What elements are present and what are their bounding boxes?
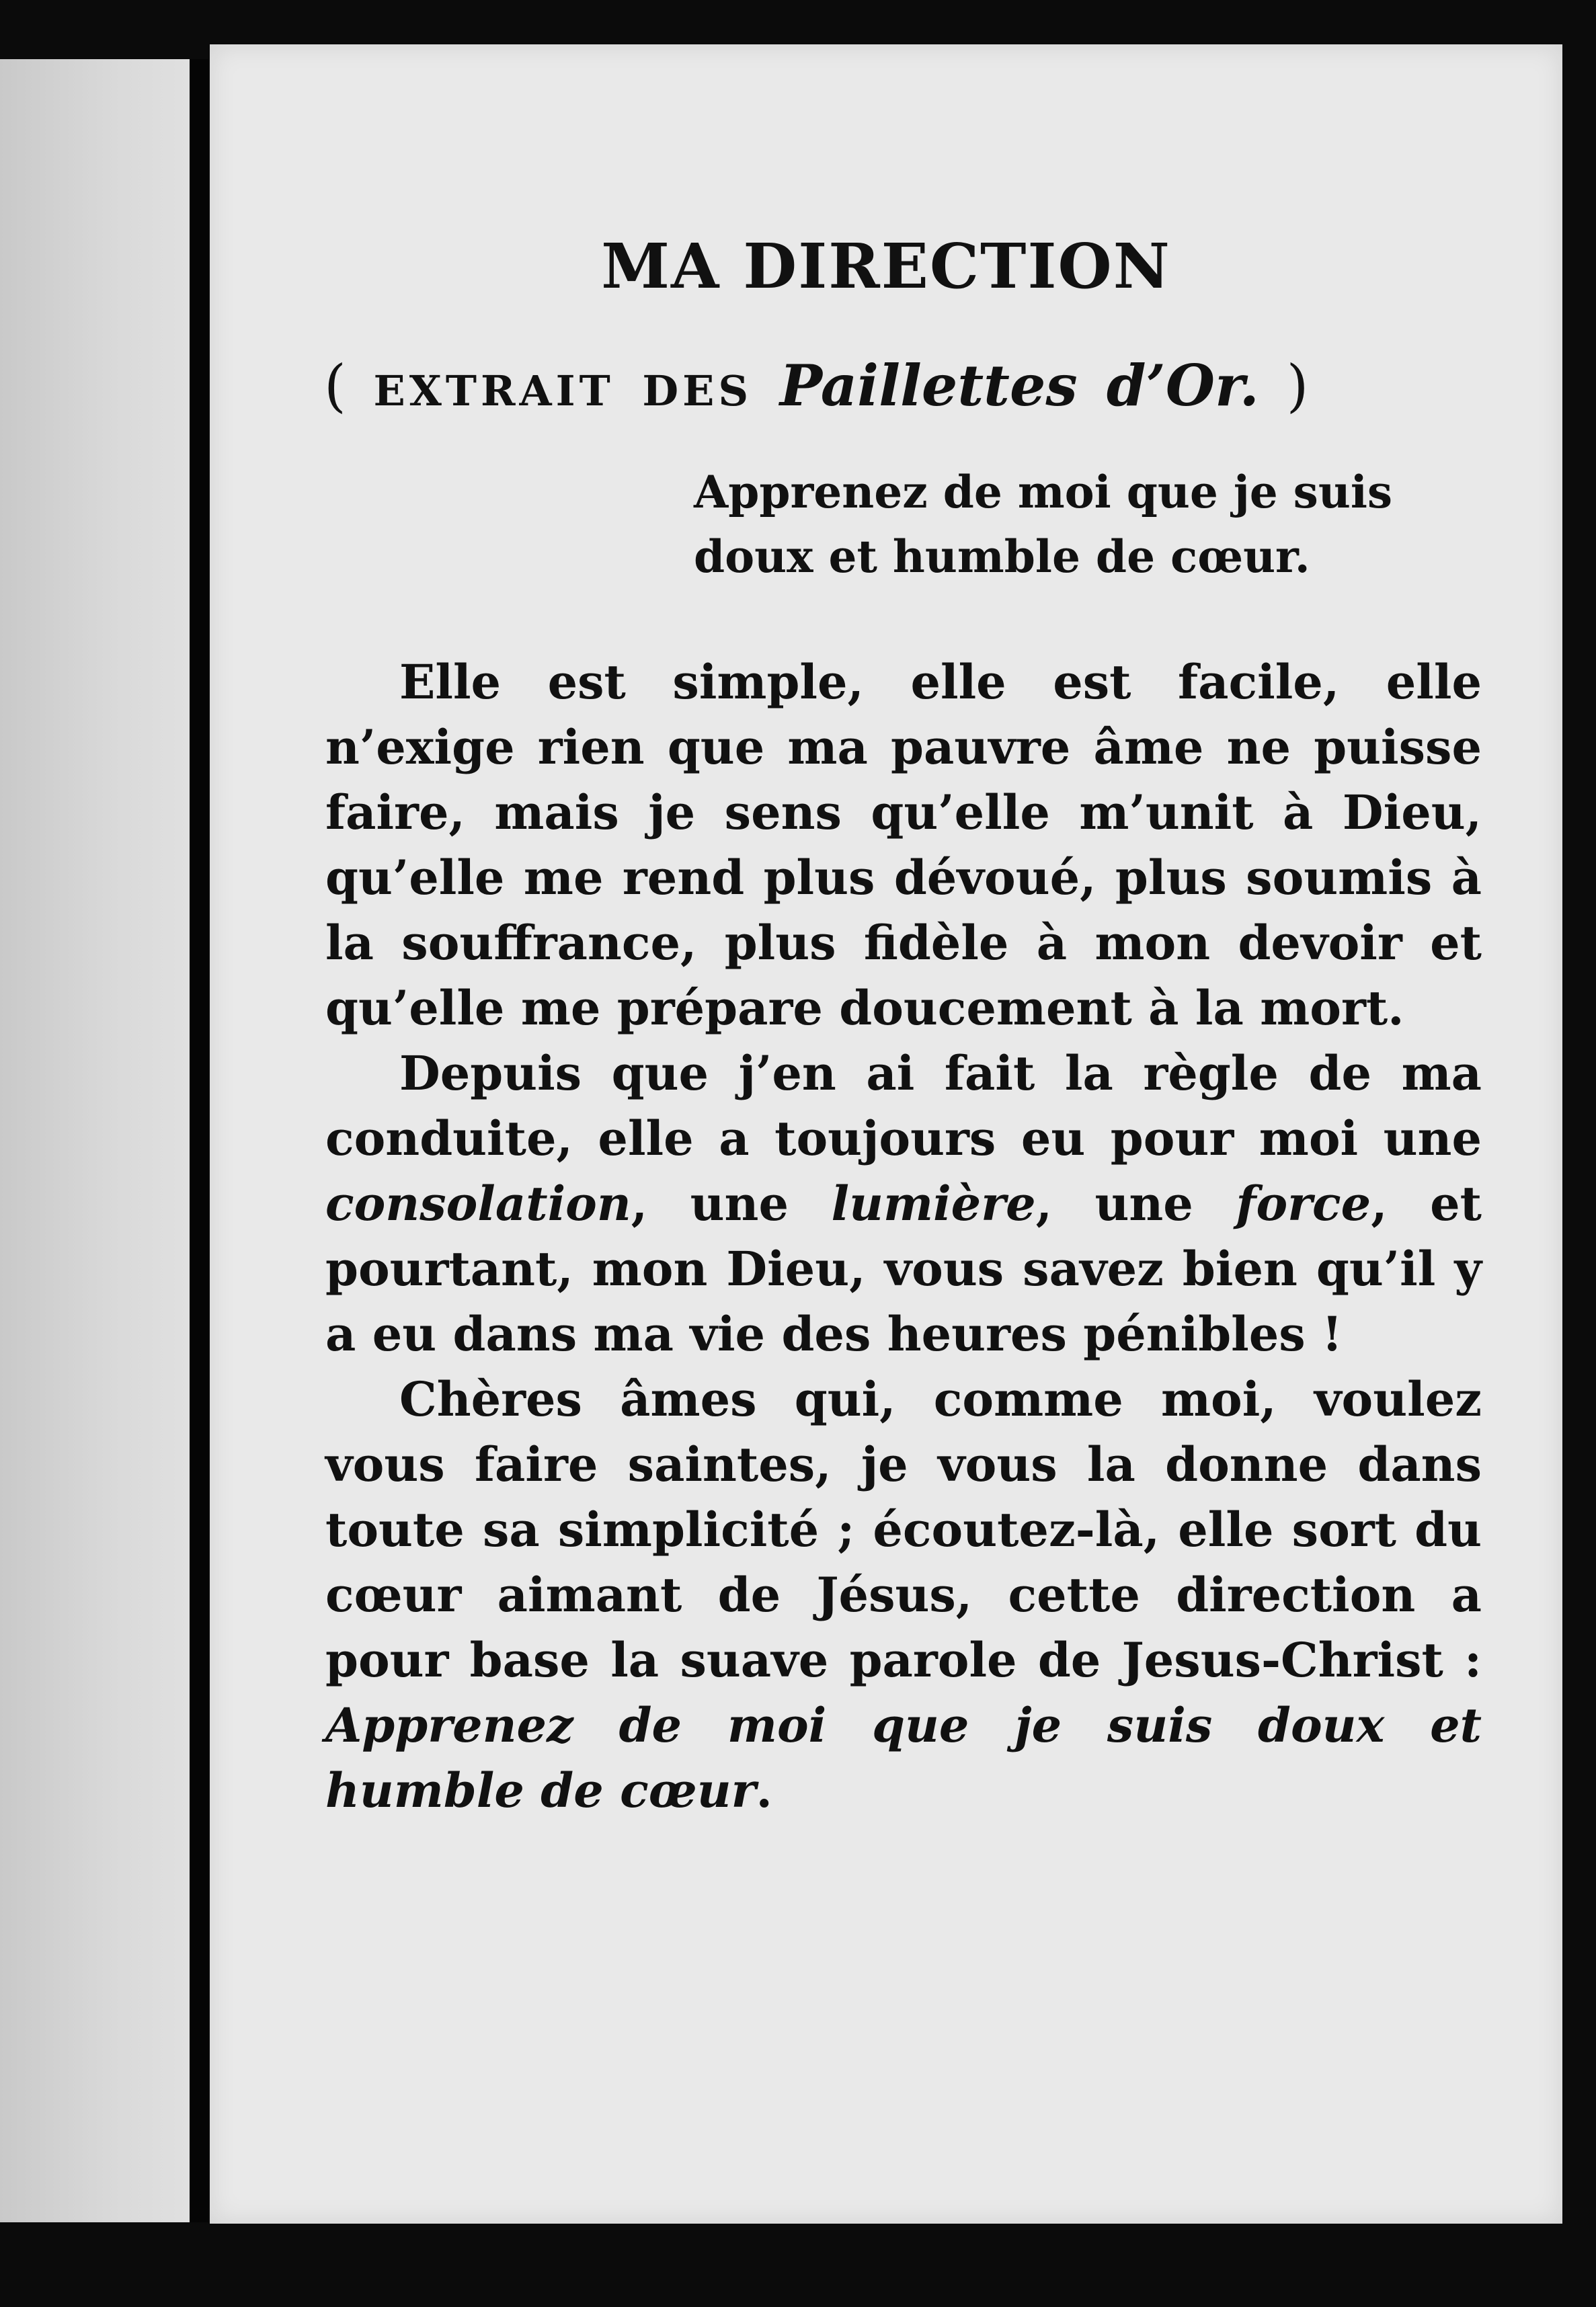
paragraph-2 <box>325 1041 1482 1367</box>
subtitle-prefix: EXTRAIT DES <box>373 366 753 415</box>
page-subtitle <box>324 352 1480 419</box>
facing-page-edge <box>0 59 190 2222</box>
paragraph-3-text: Chères âmes qui, comme moi, voulez vous faire saintes, je vous la donne dans toute sa simplicité ; écoutez-là, elle sort du cœur aimant de Jésus, cette direction a pour base la suave parole de Jesus-Christ : <box>325 1371 1482 1688</box>
paragraph-3-end: . <box>756 1763 772 1818</box>
epigraph: Apprenez de moi que je suis doux et humble de cœur. <box>694 466 1393 583</box>
italic-force: force <box>1236 1176 1371 1231</box>
italic-lumiere: lumière <box>831 1176 1036 1231</box>
paragraph-3 <box>325 1367 1482 1823</box>
paragraph-1: Elle est simple, elle est facile, elle n’exige rien que ma pauvre âme ne puisse faire, mais je sens qu’elle m’unit à Dieu, qu’elle me rend plus dévoué, plus soumis à la souffrance, plus fidèle à mon devoir et qu’elle me prépare doucement à la mort. <box>325 654 1482 1036</box>
paragraph-2-text-a: Depuis que j’en ai fait la règle de ma conduite, elle a toujours eu pour moi une <box>325 1045 1482 1166</box>
italic-quote: Apprenez de moi que je suis doux et humble de cœur <box>325 1697 1482 1818</box>
body-text <box>325 649 1482 1823</box>
subtitle-close-paren: ) <box>1286 353 1309 419</box>
book-gutter <box>190 59 208 2222</box>
italic-consolation: consolation <box>325 1176 631 1231</box>
paragraph-2-text-d: , et pourtant, mon Dieu, vous savez bien qu’il y a eu dans ma vie des heures pénibles ! <box>325 1176 1482 1362</box>
subtitle-work-title: Paillettes d’Or. <box>779 352 1259 419</box>
paragraph-2-text-c: , une <box>1035 1176 1236 1231</box>
subtitle-open-paren: ( <box>324 353 346 419</box>
page-title: MA DIRECTION <box>601 230 1171 302</box>
paragraph-2-text-b: , une <box>631 1176 832 1231</box>
book-page <box>210 44 1562 2224</box>
